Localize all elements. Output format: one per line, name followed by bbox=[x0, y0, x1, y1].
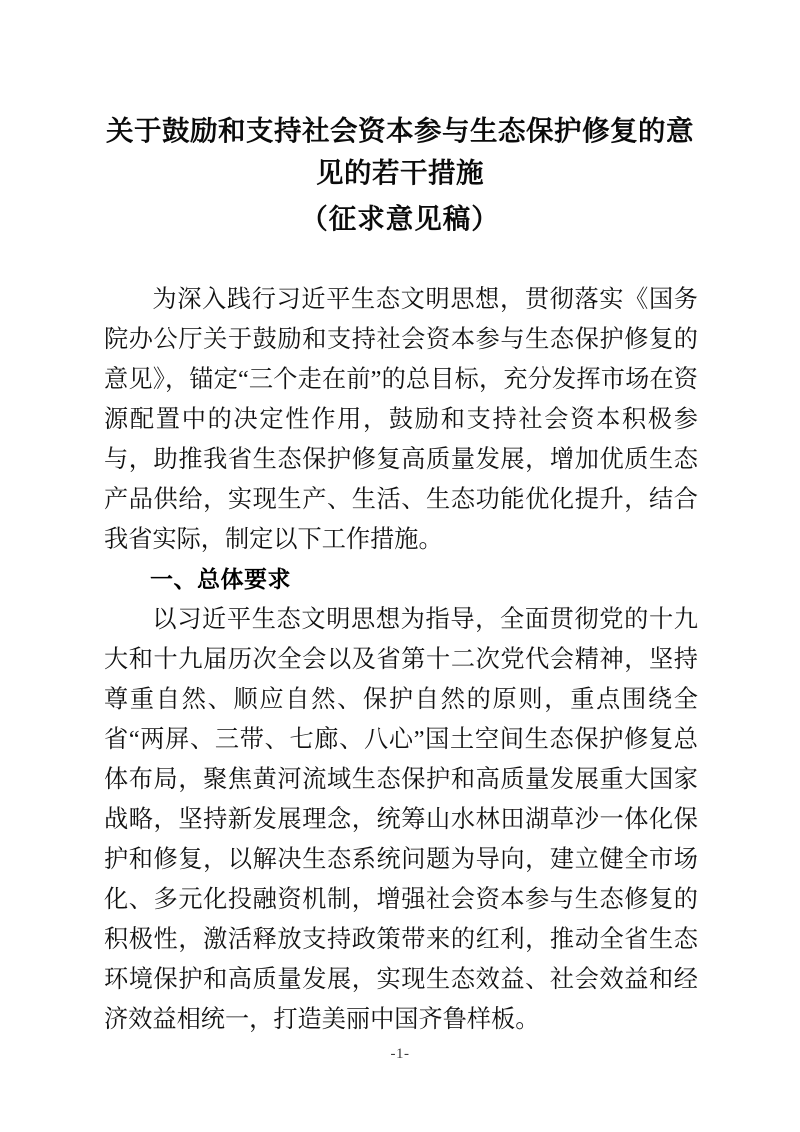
page-number-footer: -1- bbox=[390, 1046, 410, 1062]
preamble-paragraph: 为深入践行习近平生态文明思想，贯彻落实《国务院办公厅关于鼓励和支持社会资本参与生态保护修复的意见》，锚定“三个走在前”的总目标，充分发挥市场在资源配置中的决定性作用，鼓励和支持社会资本积极参与，助推我省生态保护修复高质量发展，增加优质生态产品供给，实现生产、生活、生态功能优化提升，结合我省实际，制定以下工作措施。 bbox=[104, 286, 698, 553]
document-title-main: 关于鼓励和支持社会资本参与生态保护修复的意见的若干措施 bbox=[106, 115, 694, 188]
document-body bbox=[104, 280, 698, 1040]
section-body-1: 以习近平生态文明思想为指导，全面贯彻党的十九大和十九届历次全会以及省第十二次党代会精神，坚持尊重自然、顺应自然、保护自然的原则，重点围绕全省“两屏、三带、七廊、八心”国土空间生态保护修复总体布局，聚焦黄河流域生态保护和高质量发展重大国家战略，坚持新发展理念，统筹山水林田湖草沙一体化保护和修复，以解决生态系统问题为导向，建立健全市场化、多元化投融资机制，增强社会资本参与生态修复的积极性，激活释放支持政策带来的红利，推动全省生态环境保护和高质量发展，实现生态效益、社会效益和经济效益相统一，打造美丽中国齐鲁样板。 bbox=[104, 606, 698, 1033]
section-heading-1: 一、总体要求 bbox=[150, 567, 291, 593]
page-title bbox=[100, 110, 700, 240]
document-title-subtitle: （征求意见稿） bbox=[300, 203, 500, 234]
